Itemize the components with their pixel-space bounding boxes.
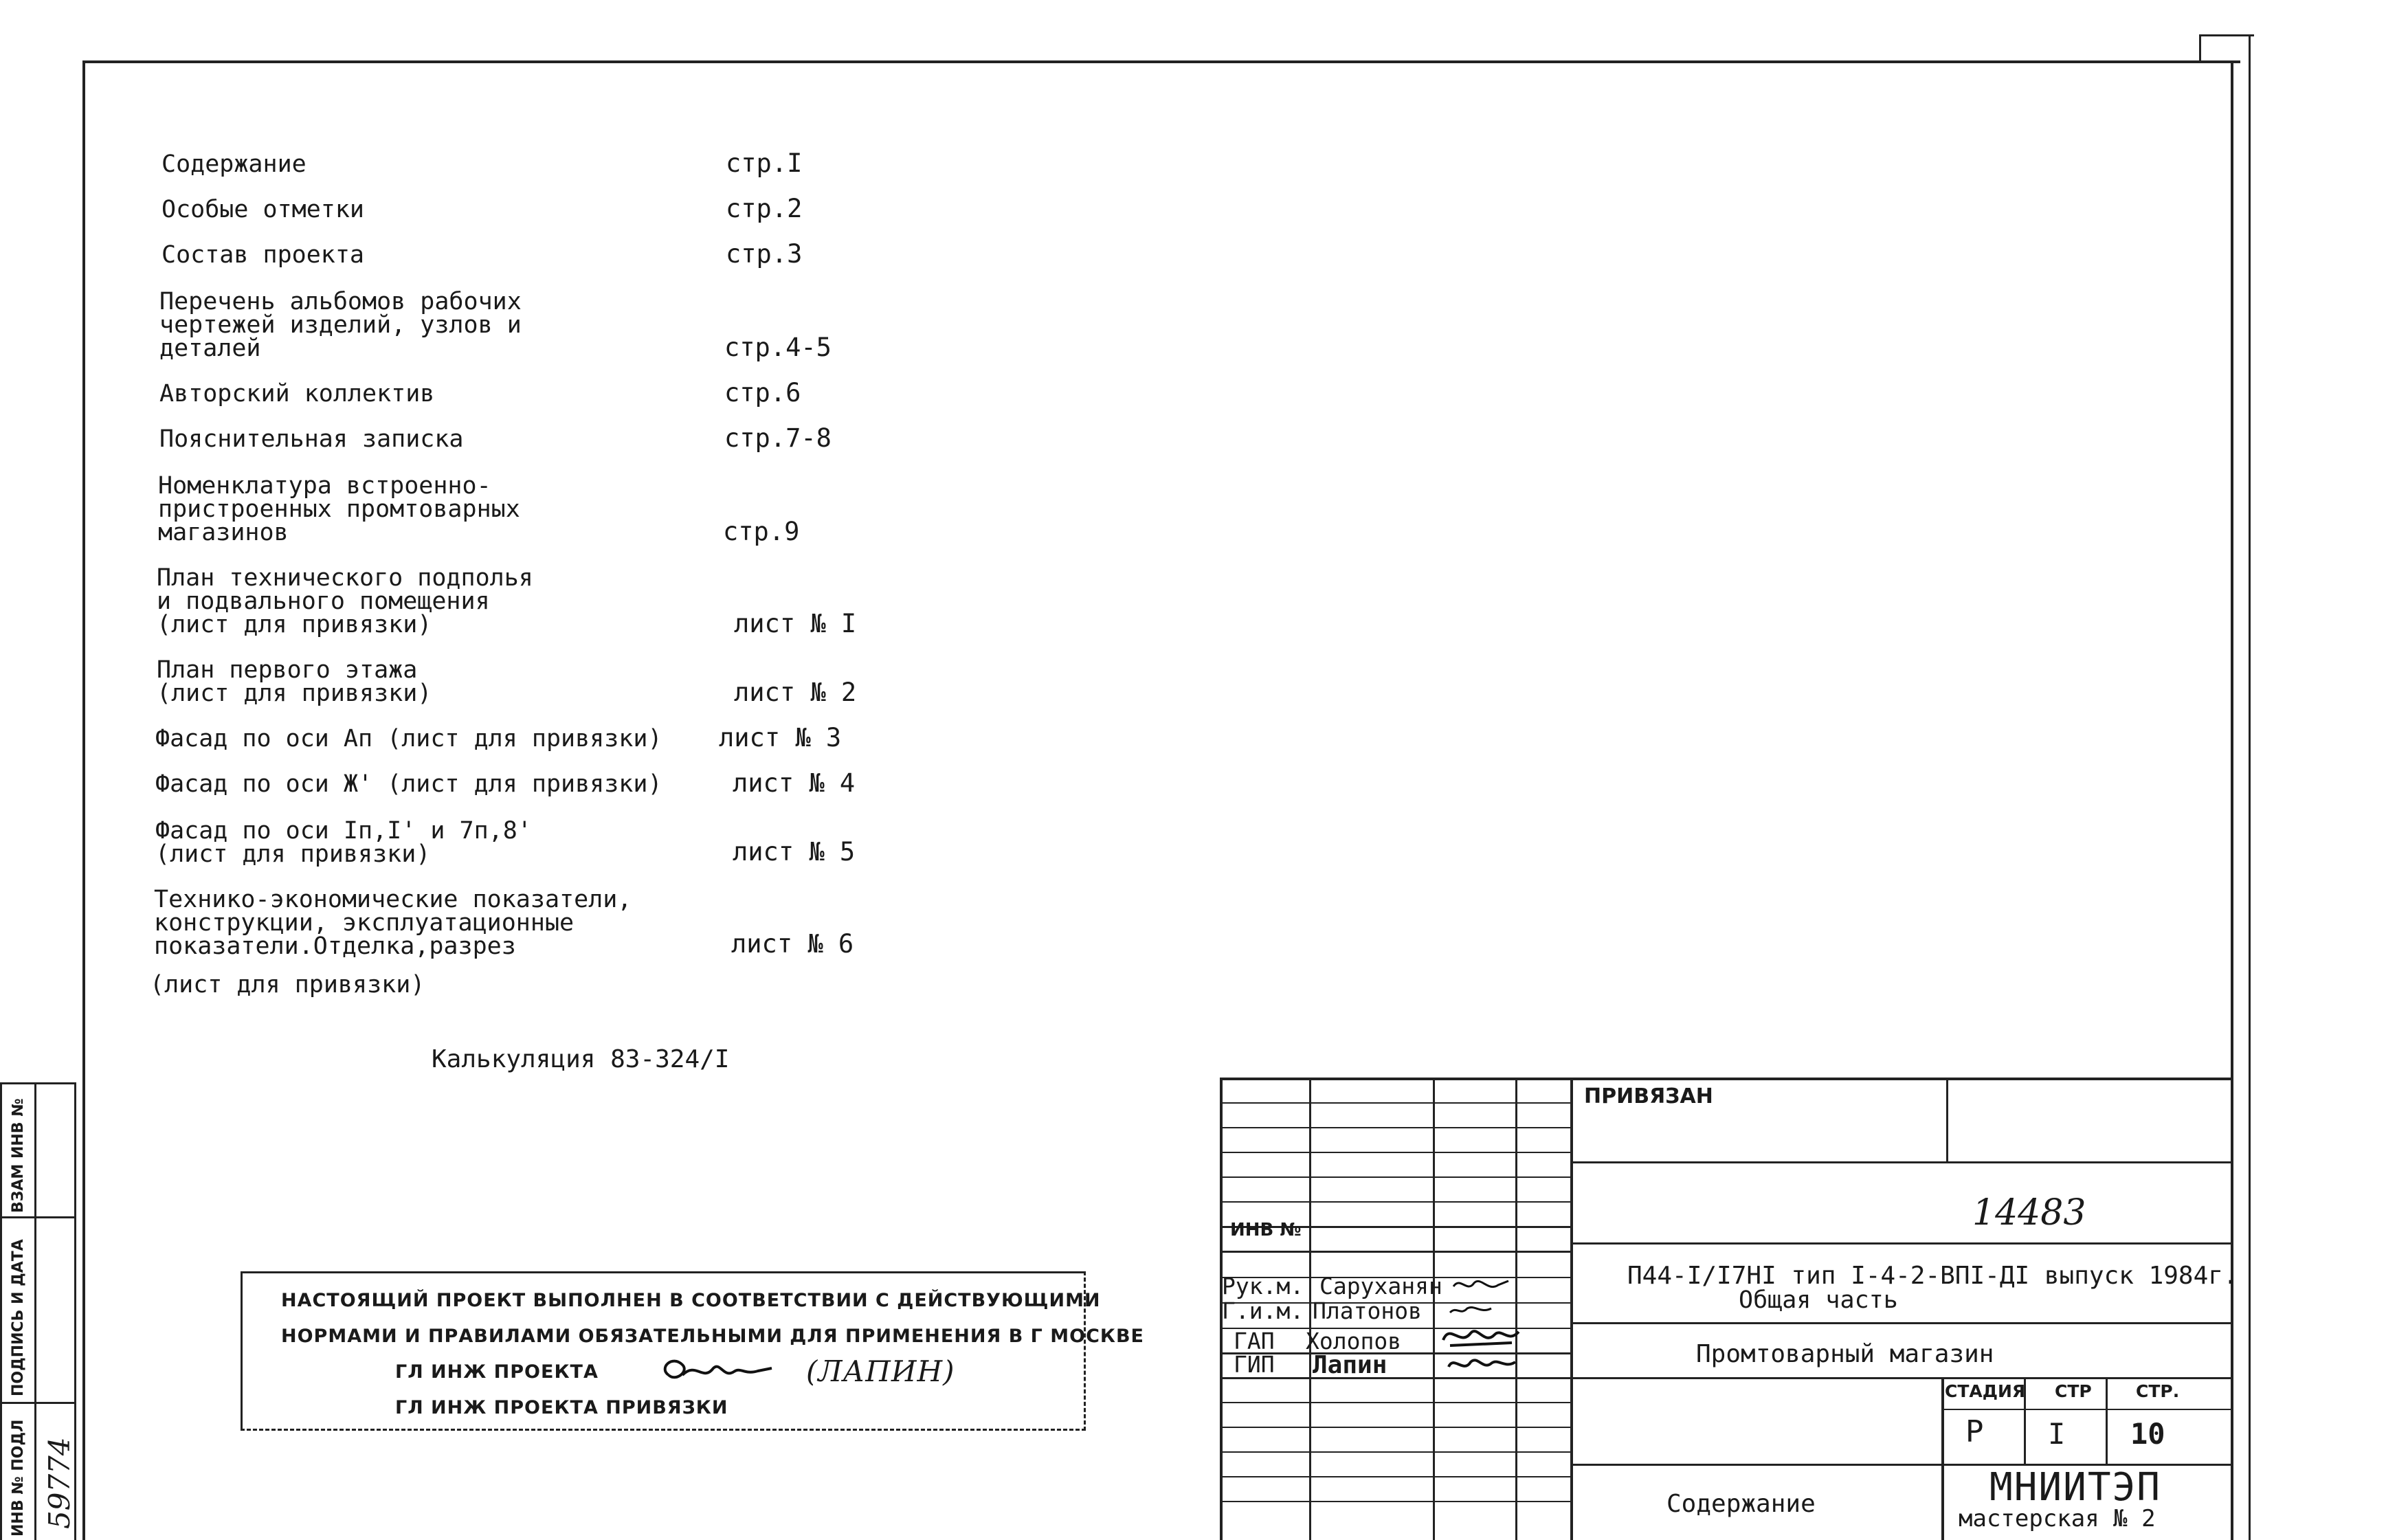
role-name: Саруханян <box>1319 1273 1442 1299</box>
toc-title: Состав проекта <box>161 241 365 269</box>
toc-page: лист № 5 <box>733 837 856 867</box>
toc-page: лист № 3 <box>719 723 842 752</box>
stage-label: СТАДИЯ <box>1945 1381 2026 1401</box>
role-label: ГИП <box>1234 1351 1275 1378</box>
role-name: Платонов <box>1313 1297 1422 1324</box>
stage-value: Р <box>1965 1414 1984 1449</box>
side-strip-outer <box>0 1082 2 1540</box>
frame-top-extension <box>2199 34 2254 36</box>
stamp-line-3-label: ГЛ ИНЖ ПРОЕКТА <box>395 1361 599 1383</box>
toc-page: стр.4-5 <box>724 333 832 362</box>
org-name: МНИИТЭП <box>1989 1465 2162 1510</box>
side-strip-top <box>0 1082 76 1084</box>
tb-stage-col-2 <box>2106 1377 2108 1464</box>
tb-row <box>1220 1402 1572 1403</box>
signature-lapin <box>1443 1350 1519 1377</box>
sheets-label: СТР. <box>2136 1381 2180 1401</box>
toc-title: Фасад по оси Iп,I' и 7п,8' (лист для привязки) <box>155 817 532 868</box>
role-label: Рук.м. <box>1222 1273 1304 1299</box>
tb-row <box>1220 1152 1572 1153</box>
tb-row <box>1220 1427 1572 1428</box>
tb-right-row-3 <box>1572 1322 2232 1324</box>
frame-left <box>82 60 85 1540</box>
tb-row <box>1220 1251 1572 1253</box>
stamp-line-2: НОРМАМИ И ПРАВИЛАМИ ОБЯЗАТЕЛЬНЫМИ ДЛЯ ПРИМЕНЕНИЯ В Г МОСКВЕ <box>281 1326 1145 1347</box>
toc-title: Номенклатура встроенно- пристроенных промтоварных магазинов <box>158 472 520 546</box>
toc-page: лист № 6 <box>731 929 854 959</box>
tb-row <box>1220 1451 1572 1453</box>
calculation-note: Калькуляция 83-324/I <box>432 1045 730 1073</box>
tb-privyazan-divider <box>1946 1078 1948 1161</box>
toc-page: стр.6 <box>724 378 801 408</box>
stamp-line-4: ГЛ ИНЖ ПРОЕКТА ПРИВЯЗКИ <box>395 1397 728 1418</box>
toc-title: Фасад по оси Ж' (лист для привязки) <box>155 770 662 798</box>
frame-right-outer <box>2249 34 2251 1540</box>
tb-right-row-2 <box>1572 1242 2232 1245</box>
toc-title: План технического подполья и подвального помещения (лист для привязки) <box>157 564 533 638</box>
tb-row <box>1220 1176 1572 1178</box>
side-strip-div2 <box>0 1402 76 1404</box>
side-label-inv: ИНВ № ПОДЛ <box>10 1419 27 1537</box>
toc-title: Пояснительная записка <box>159 425 464 453</box>
tb-col-3 <box>1515 1078 1517 1540</box>
toc-page: стр.9 <box>723 517 800 546</box>
tb-row <box>1220 1127 1572 1128</box>
tb-row <box>1220 1102 1572 1104</box>
approval-stamp <box>241 1271 1145 1431</box>
toc-page: лист № 2 <box>734 678 857 707</box>
tb-top <box>1220 1078 2232 1080</box>
toc-page: лист № 4 <box>733 768 856 798</box>
side-label-signature: ПОДПИСЬ И ДАТА <box>10 1239 27 1396</box>
tb-divider-main <box>1570 1078 1573 1540</box>
sheets-value: 10 <box>2130 1417 2165 1451</box>
toc-title: Содержание <box>161 150 306 178</box>
role-name: Холопов <box>1306 1328 1402 1354</box>
signature-kholopov <box>1436 1319 1526 1354</box>
toc-page: стр.2 <box>726 194 803 223</box>
object-name: Промтоварный магазин <box>1696 1340 1994 1368</box>
tb-row <box>1220 1201 1572 1203</box>
workshop-name: мастерская № 2 <box>1959 1505 2156 1532</box>
toc-page: лист № I <box>734 609 857 638</box>
toc-title: Перечень альбомов рабочих чертежей изделий, узлов и деталей <box>159 288 522 362</box>
frame-corner-mark <box>2199 34 2201 62</box>
signature-platonov <box>1447 1299 1502 1321</box>
tb-row <box>1220 1476 1572 1477</box>
tb-right-row-4 <box>1572 1377 2232 1379</box>
sheet-value: I <box>2048 1417 2066 1451</box>
inv-label: ИНВ № <box>1230 1220 1302 1240</box>
toc-title: План первого этажа (лист для привязки) <box>157 656 432 707</box>
handwritten-number: 14483 <box>1972 1192 2086 1234</box>
role-label: Г.и.м. <box>1222 1297 1304 1324</box>
side-label-replaced: ВЗАМ ИНВ № <box>10 1098 27 1213</box>
toc-title: (лист для привязки) <box>150 971 425 998</box>
toc-page: стр.I <box>726 148 803 178</box>
side-strip-div1 <box>0 1216 76 1218</box>
toc-title: Технико-экономические показатели, конструкции, эксплуатационные показатели.Отделка,разрез <box>154 886 632 960</box>
side-strip-inner <box>34 1082 36 1540</box>
tb-stage-divider <box>1941 1377 1944 1540</box>
tb-col-2 <box>1433 1078 1435 1540</box>
role-label: ГАП <box>1234 1328 1275 1354</box>
toc-title: Особые отметки <box>161 196 365 223</box>
side-handwritten-number: 59774 <box>43 1437 76 1529</box>
sheet-title: Содержание <box>1666 1490 1816 1518</box>
chief-engineer-signature <box>655 1348 779 1396</box>
stamp-line-3-signature: (ЛАПИН) <box>806 1354 955 1388</box>
privyazan-label: ПРИВЯЗАН <box>1584 1084 1713 1108</box>
role-name: Лапин <box>1313 1351 1387 1379</box>
tb-row <box>1220 1501 1572 1502</box>
sheet-label: СТР <box>2055 1381 2092 1401</box>
project-code: П44-I/I7HI тип I-4-2-ВПI-ДI выпуск 1984г. <box>1627 1262 2238 1290</box>
tb-right-row-1 <box>1572 1161 2232 1163</box>
tb-stage-row-mid <box>1943 1409 2232 1410</box>
stamp-line-1: НАСТОЯЩИЙ ПРОЕКТ ВЫПОЛНЕН В СООТВЕТСТВИИ С ДЕЙСТВУЮЩИМИ <box>281 1290 1101 1311</box>
frame-top <box>82 60 2240 63</box>
project-subtitle: Общая часть <box>1739 1286 1898 1314</box>
toc-title: Фасад по оси Ап (лист для привязки) <box>155 725 662 752</box>
toc-title: Авторский коллектив <box>159 380 435 408</box>
tb-col-1 <box>1309 1078 1311 1540</box>
toc-page: стр.7-8 <box>724 423 832 453</box>
frame-right <box>2231 60 2233 1540</box>
signature-sarukhanyan <box>1450 1273 1512 1297</box>
toc-page: стр.3 <box>726 239 803 269</box>
